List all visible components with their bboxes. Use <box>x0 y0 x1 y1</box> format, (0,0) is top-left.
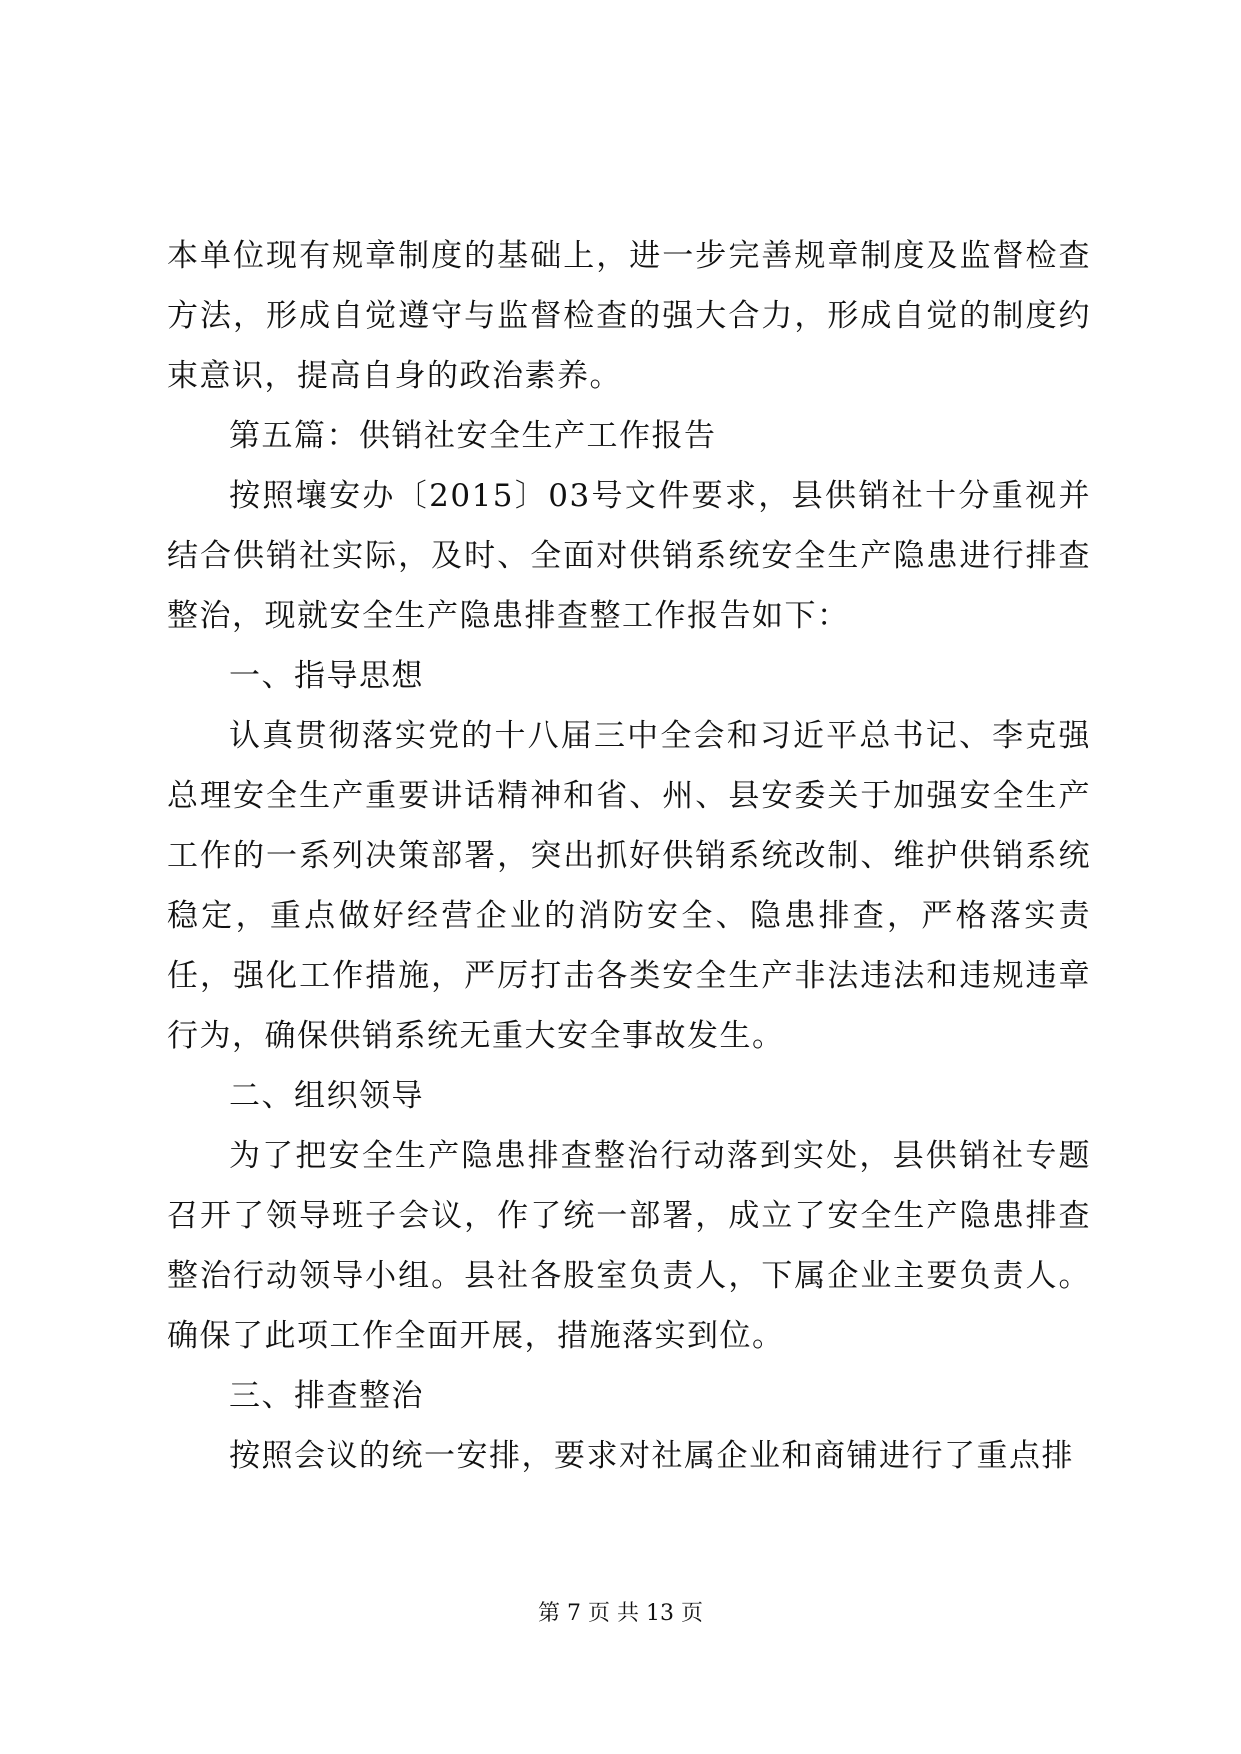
paragraph-continuation: 本单位现有规章制度的基础上，进一步完善规章制度及监督检查方法，形成自觉遵守与监督检查的强大合力，形成自觉的制度约束意识，提高自身的政治素养。 <box>167 238 1091 394</box>
heading-organization: 二、组织领导 <box>229 1078 424 1114</box>
paragraph-organization: 为了把安全生产隐患排查整治行动落到实处，县供销社专题召开了领导班子会议，作了统一部署，成立了安全生产隐患排查整治行动领导小组。县社各股室负责人，下属企业主要负责人。确保了此项工作全面开展，措施落实到位。 <box>167 1138 1091 1354</box>
paragraph-intro: 按照壤安办〔2015〕03号文件要求，县供销社十分重视并结合供销社实际，及时、全面对供销系统安全生产隐患进行排查整治，现就安全生产隐患排查整工作报告如下： <box>167 478 1091 634</box>
document-body <box>167 226 1091 1486</box>
section-title: 第五篇：供销社安全生产工作报告 <box>229 418 717 454</box>
page-footer: 第 7 页 共 13 页 <box>538 1601 703 1626</box>
heading-inspection: 三、排查整治 <box>229 1378 424 1414</box>
paragraph-guiding-thought: 认真贯彻落实党的十八届三中全会和习近平总书记、李克强总理安全生产重要讲话精神和省、州、县安委关于加强安全生产工作的一系列决策部署，突出抓好供销系统改制、维护供销系统稳定，重点做好经营企业的消防安全、隐患排查，严格落实责任，强化工作措施，严厉打击各类安全生产非法违法和违规违章行为，确保供销系统无重大安全事故发生。 <box>167 718 1091 1054</box>
paragraph-inspection: 按照会议的统一安排，要求对社属企业和商铺进行了重点排 <box>229 1438 1074 1474</box>
heading-guiding-thought: 一、指导思想 <box>229 658 424 694</box>
